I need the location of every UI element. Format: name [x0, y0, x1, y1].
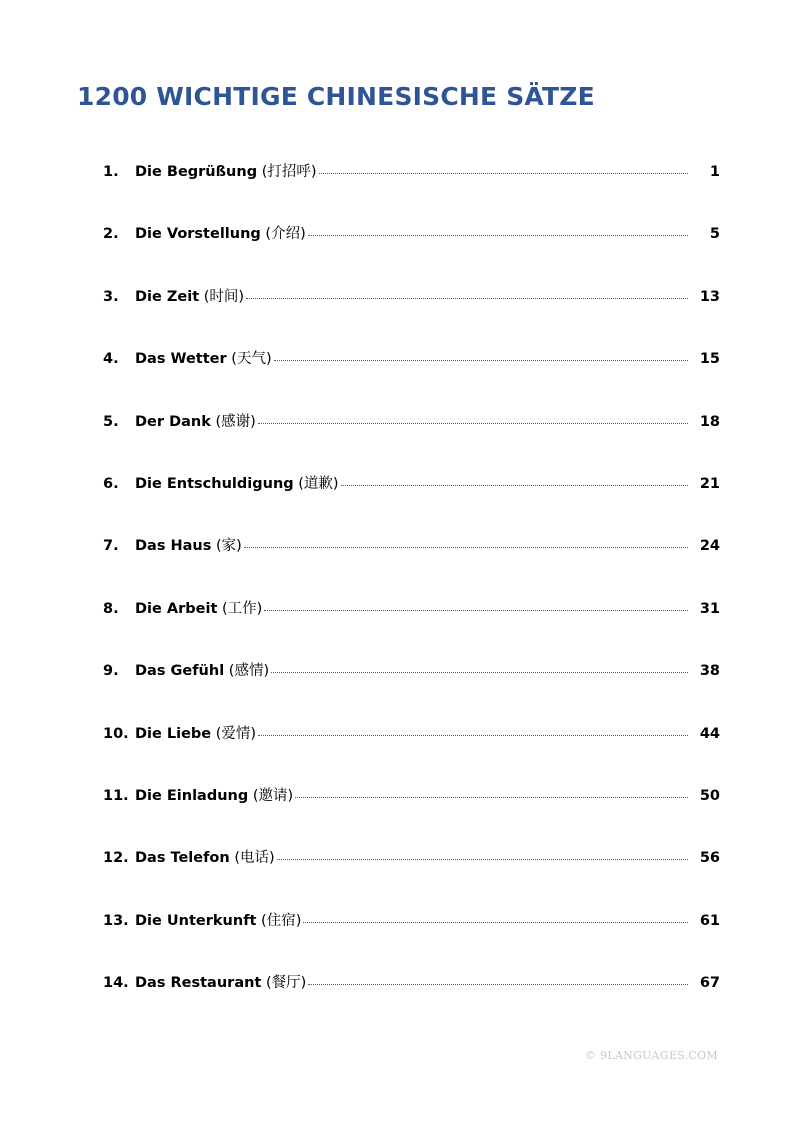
dot-leader — [274, 360, 688, 361]
toc-entry-title-german: Der Dank — [135, 413, 211, 430]
toc-entry[interactable] — [103, 472, 720, 534]
toc-entry[interactable] — [103, 160, 720, 222]
dot-leader — [258, 423, 688, 424]
toc-entry-label — [135, 722, 256, 743]
dot-leader — [258, 735, 688, 736]
toc-entry-title-chinese: (感谢) — [215, 413, 256, 430]
toc-entry[interactable] — [103, 846, 720, 908]
toc-entry-number: 1. — [103, 164, 119, 180]
toc-entry-title-chinese: (道歉) — [298, 475, 339, 492]
toc-entry-label — [135, 472, 339, 493]
toc-entry-number: 2. — [103, 226, 119, 243]
dot-leader — [246, 298, 688, 299]
toc-entry-title-german: Das Haus — [135, 538, 212, 555]
toc-entry-number: 3. — [103, 288, 119, 305]
toc-entry-label — [135, 597, 262, 618]
toc-entry-number: 4. — [103, 351, 119, 368]
toc-entry-title-german: Die Entschuldigung — [135, 475, 294, 492]
toc-entry-number: 5. — [103, 413, 119, 430]
toc-entry-page: 13 — [699, 288, 720, 305]
toc-entry-number: 13. — [103, 912, 129, 929]
toc-entry-page: 15 — [699, 351, 720, 368]
toc-entry-number: 11. — [103, 787, 129, 804]
toc-entry-title-chinese: (电话) — [234, 850, 275, 867]
toc-entry-page: 24 — [699, 538, 720, 555]
dot-leader — [319, 173, 688, 174]
toc-entry-label — [135, 160, 317, 181]
toc-entry-title-german: Das Telefon — [135, 850, 230, 867]
dot-leader — [341, 485, 688, 486]
toc-entry-title-german: Die Einladung — [135, 787, 249, 804]
toc-entry-number: 9. — [103, 663, 119, 680]
toc-entry[interactable] — [103, 410, 720, 472]
dot-leader — [244, 547, 688, 548]
toc-entry-title-german: Die Begrüßung — [135, 164, 258, 180]
toc-entry-number: 12. — [103, 850, 129, 867]
toc-entry-number: 6. — [103, 475, 119, 492]
toc-entry-title-german: Das Restaurant — [135, 975, 262, 992]
toc-entry-title-german: Das Gefühl — [135, 663, 225, 680]
toc-entry[interactable] — [103, 285, 720, 347]
document-title: 1200 WICHTIGE CHINESISCHE SÄTZE — [77, 82, 595, 111]
toc-entry-page: 50 — [699, 787, 720, 804]
table-of-contents — [103, 160, 720, 1033]
toc-entry-title-german: Die Vorstellung — [135, 226, 261, 243]
dot-leader — [295, 797, 688, 798]
toc-entry[interactable] — [103, 534, 720, 596]
toc-entry[interactable] — [103, 784, 720, 846]
toc-entry-title-chinese: (打招呼) — [261, 164, 317, 180]
toc-entry-title-german: Die Unterkunft — [135, 912, 257, 929]
toc-entry-number: 8. — [103, 600, 119, 617]
toc-entry-title-chinese: (住宿) — [261, 912, 302, 929]
toc-entry-number: 7. — [103, 538, 119, 555]
toc-entry-label — [135, 222, 306, 243]
toc-entry-page: 1 — [709, 164, 720, 180]
toc-entry-page: 5 — [709, 226, 720, 243]
copyright-watermark: © 9LANGUAGES.COM — [585, 1049, 718, 1062]
toc-entry-page: 18 — [699, 413, 720, 430]
toc-entry-title-chinese: (工作) — [222, 600, 263, 617]
toc-entry-title-chinese: (家) — [215, 538, 242, 555]
toc-entry-label — [135, 534, 242, 555]
toc-entry[interactable] — [103, 971, 720, 1033]
toc-entry-label — [135, 285, 244, 306]
toc-entry-title-chinese: (天气) — [231, 351, 272, 368]
toc-entry-page: 44 — [699, 725, 720, 742]
dot-leader — [271, 672, 688, 673]
toc-entry-page: 61 — [699, 912, 720, 929]
toc-entry-title-chinese: (时间) — [203, 288, 245, 305]
toc-entry-title-chinese: (介绍) — [265, 226, 306, 243]
toc-entry[interactable] — [103, 597, 720, 659]
toc-entry-label — [135, 410, 256, 431]
toc-entry[interactable] — [103, 347, 720, 409]
toc-entry-title-german: Das Wetter — [135, 351, 227, 368]
toc-entry[interactable] — [103, 222, 720, 284]
toc-entry-title-chinese: (邀请) — [252, 787, 294, 804]
toc-entry-title-german: Die Arbeit — [135, 600, 218, 617]
dot-leader — [277, 859, 688, 860]
dot-leader — [308, 235, 688, 236]
toc-entry[interactable] — [103, 722, 720, 784]
toc-entry[interactable] — [103, 909, 720, 971]
toc-entry-label — [135, 909, 301, 930]
toc-entry-label — [135, 659, 269, 680]
toc-entry-title-german: Die Zeit — [135, 288, 200, 305]
toc-entry-label — [135, 347, 272, 368]
toc-entry-page: 31 — [699, 600, 720, 617]
dot-leader — [264, 610, 688, 611]
toc-entry-page: 38 — [699, 663, 720, 680]
toc-entry[interactable] — [103, 659, 720, 721]
toc-entry-number: 10. — [103, 725, 129, 742]
toc-entry-number: 14. — [103, 975, 129, 992]
toc-entry-label — [135, 846, 275, 867]
dot-leader — [303, 922, 688, 923]
toc-entry-label — [135, 784, 293, 805]
toc-entry-title-chinese: (餐厅) — [265, 975, 307, 992]
toc-entry-title-chinese: (感情) — [228, 663, 270, 680]
toc-entry-page: 56 — [699, 850, 720, 867]
dot-leader — [308, 984, 688, 985]
toc-entry-page: 21 — [699, 475, 720, 492]
toc-entry-label — [135, 971, 306, 992]
toc-entry-page: 67 — [699, 975, 720, 992]
toc-entry-title-chinese: (爱情) — [215, 725, 257, 742]
toc-entry-title-german: Die Liebe — [135, 725, 212, 742]
